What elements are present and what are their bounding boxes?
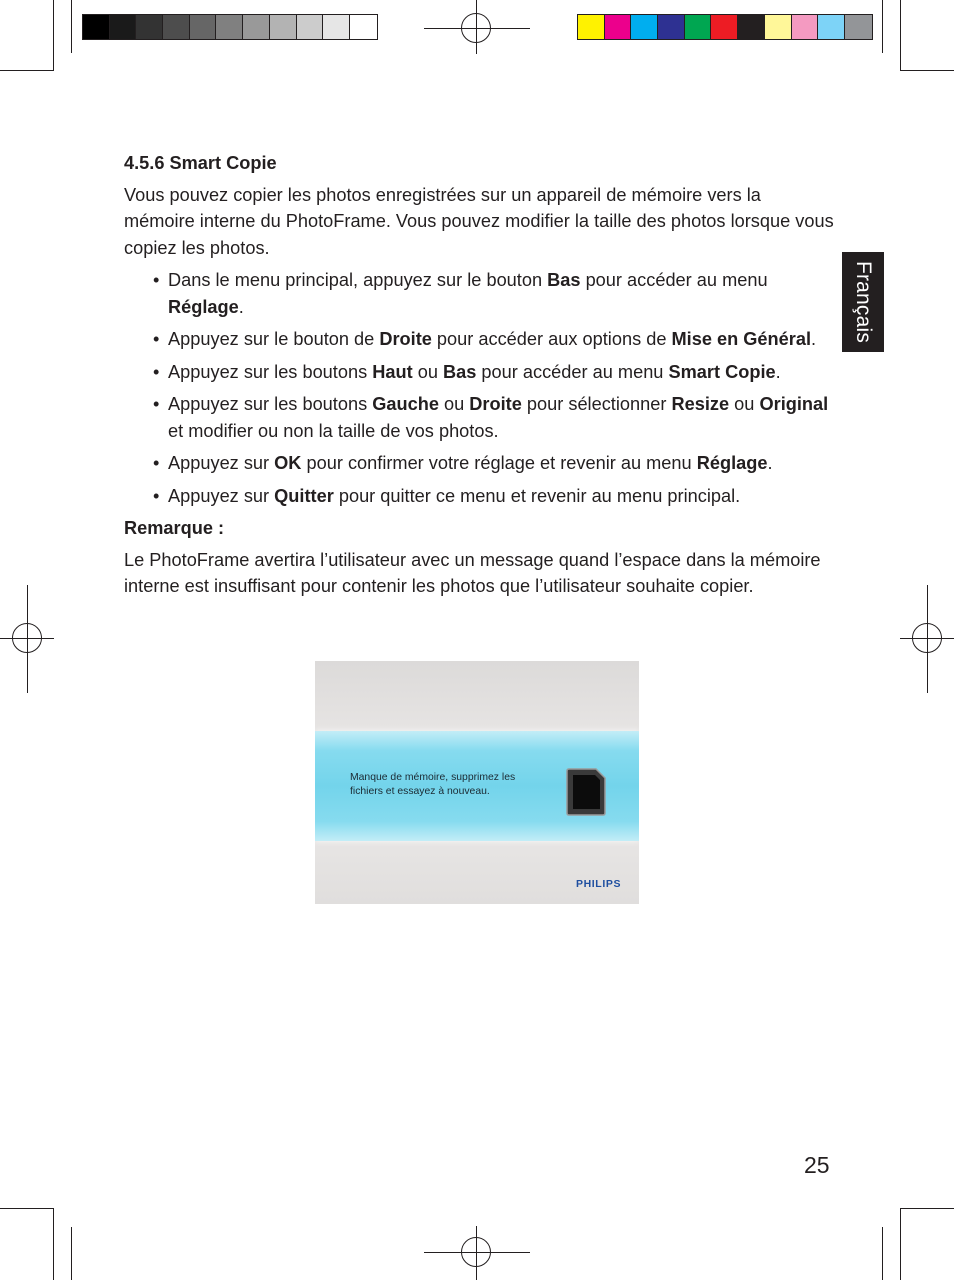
crop-mark <box>71 0 72 53</box>
step-text: ou <box>438 394 470 414</box>
color-swatch <box>163 15 190 39</box>
instruction-step <box>124 450 834 477</box>
color-swatch <box>631 15 658 39</box>
color-swatch <box>270 15 297 39</box>
color-swatch <box>685 15 712 39</box>
language-tab-label: Français <box>852 260 875 344</box>
step-keyword: Réglage <box>168 296 239 317</box>
crop-mark <box>53 1208 54 1280</box>
step-keyword: Bas <box>443 361 477 382</box>
step-keyword: Réglage <box>696 453 768 473</box>
crop-mark <box>900 1208 901 1280</box>
color-calibration-bar <box>577 14 873 40</box>
crop-mark <box>900 70 954 71</box>
step-text: pour accéder aux options de <box>431 329 672 349</box>
instruction-step <box>124 359 834 386</box>
bullet-marker: • <box>153 361 160 382</box>
photoframe-screen-image <box>315 661 639 904</box>
color-swatch <box>845 15 872 39</box>
crop-mark <box>882 1227 883 1280</box>
step-text: et modifier ou non la taille de vos photos. <box>168 420 499 441</box>
crop-mark <box>71 1227 72 1280</box>
bullet-marker: • <box>153 329 160 349</box>
color-swatch <box>297 15 324 39</box>
instruction-step <box>124 267 834 320</box>
color-swatch <box>818 15 845 39</box>
step-text: . <box>767 453 773 473</box>
bullet-marker: • <box>153 485 160 506</box>
step-keyword: Resize <box>671 394 730 414</box>
step-text: Appuyez sur <box>168 485 275 506</box>
step-keyword: Haut <box>372 361 413 382</box>
crop-mark <box>900 0 901 71</box>
bullet-marker: • <box>153 453 160 473</box>
color-swatch <box>243 15 270 39</box>
color-swatch <box>190 15 217 39</box>
instruction-step <box>124 326 834 353</box>
step-text: pour sélectionner <box>521 394 672 414</box>
intro-paragraph: Vous pouvez copier les photos enregistrées sur un appareil de mémoire vers la mémoire interne du PhotoFrame. Vous pouvez modifier la taille des photos lorsque vous copiez les photos. <box>124 184 834 258</box>
instruction-list <box>124 267 834 509</box>
section-heading: 4.5.6 Smart Copie <box>124 153 277 173</box>
philips-logo: PHILIPS <box>576 878 622 890</box>
color-swatch <box>110 15 137 39</box>
memory-warning-message: Manque de mémoire, supprimez les fichiers et essayez à nouveau. <box>350 772 516 797</box>
step-keyword: Mise en Général <box>671 329 812 349</box>
color-swatch <box>83 15 110 39</box>
bullet-marker: • <box>153 394 160 414</box>
color-swatch <box>792 15 819 39</box>
step-text: Appuyez sur les boutons <box>168 361 373 382</box>
crop-mark <box>0 70 53 71</box>
crop-mark <box>0 1208 53 1209</box>
instruction-step <box>124 483 834 510</box>
step-text: . <box>811 329 817 349</box>
color-swatch <box>711 15 738 39</box>
page-number: 25 <box>804 1152 830 1178</box>
step-text: pour accéder au menu <box>476 361 669 382</box>
step-keyword: Bas <box>547 270 581 290</box>
color-swatch <box>658 15 685 39</box>
step-keyword: Smart Copie <box>668 361 776 382</box>
message-banner <box>315 731 639 841</box>
step-keyword: Quitter <box>274 485 334 506</box>
step-text: Appuyez sur <box>168 453 275 473</box>
color-swatch <box>578 15 605 39</box>
step-keyword: Droite <box>379 329 432 349</box>
step-text: pour accéder au menu <box>580 270 768 290</box>
step-text: pour confirmer votre réglage et revenir au menu <box>301 453 697 473</box>
step-keyword: Droite <box>469 394 522 414</box>
step-text: Dans le menu principal, appuyez sur le bouton <box>168 270 548 290</box>
bullet-marker: • <box>153 270 160 290</box>
step-keyword: Original <box>759 394 829 414</box>
step-text: . <box>775 361 781 382</box>
color-swatch <box>136 15 163 39</box>
step-text: ou <box>729 394 760 414</box>
color-swatch <box>605 15 632 39</box>
remark-heading: Remarque : <box>124 518 225 538</box>
step-text: ou <box>412 361 443 382</box>
sd-card-icon <box>565 767 607 817</box>
grayscale-calibration-bar <box>82 14 378 40</box>
step-text: Appuyez sur le bouton de <box>168 329 380 349</box>
manual-content <box>124 150 834 606</box>
color-swatch <box>323 15 350 39</box>
crop-mark <box>900 1208 954 1209</box>
step-keyword: OK <box>274 453 302 473</box>
step-keyword: Gauche <box>372 394 439 414</box>
color-swatch <box>350 15 377 39</box>
step-text: Appuyez sur les boutons <box>168 394 373 414</box>
language-tab <box>842 252 884 352</box>
instruction-step <box>124 391 834 444</box>
color-swatch <box>216 15 243 39</box>
crop-mark <box>53 0 54 71</box>
remark-paragraph: Le PhotoFrame avertira l’utilisateur avec un message quand l’espace dans la mémoire interne est insuffisant pour contenir les photos que l’utilisateur souhaite copier. <box>124 549 821 596</box>
color-swatch <box>738 15 765 39</box>
step-text: . <box>238 296 244 317</box>
color-swatch <box>765 15 792 39</box>
step-text: pour quitter ce menu et revenir au menu principal. <box>333 485 741 506</box>
crop-mark <box>882 0 883 53</box>
